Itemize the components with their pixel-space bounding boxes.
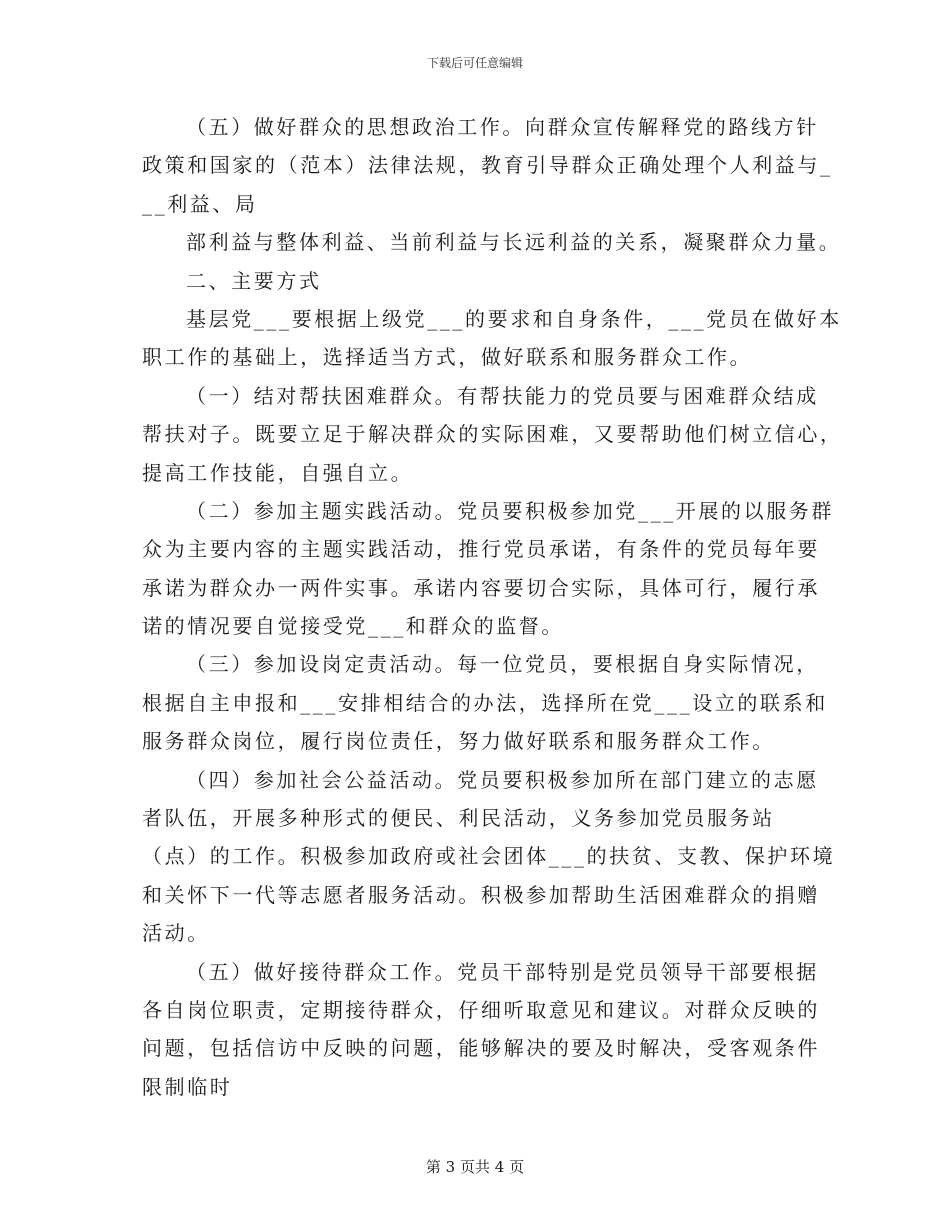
text-line: 基层党___要根据上级党___的要求和自身条件，___党员在做好本: [186, 306, 842, 331]
text-line: 二、主要方式: [186, 268, 322, 293]
text-line: 服务群众岗位，履行岗位责任，努力做好联系和服务群众工作。: [142, 729, 775, 754]
text-line: 限制临时: [142, 1074, 233, 1099]
text-line: 职工作的基础上，选择适当方式，做好联系和服务群众工作。: [142, 345, 753, 370]
text-line: （五）做好接待群众工作。党员干部特别是党员领导干部要根据: [186, 959, 819, 984]
text-line: 众为主要内容的主题实践活动，推行党员承诺，有条件的党员每年要: [142, 537, 820, 562]
text-line: __利益、局: [142, 191, 258, 216]
page-header-note: 下载后可任意编辑: [426, 56, 523, 70]
text-line: （五）做好群众的思想政治工作。向群众宣传解释党的路线方针: [186, 115, 819, 139]
document-body: [142, 108, 843, 1106]
text-line: 诺的情况要自觉接受党___和群众的监督。: [142, 614, 564, 639]
text-line: 帮扶对子。既要立足于解决群众的实际困难，又要帮助他们树立信心，: [142, 422, 843, 447]
text-line: （点）的工作。积极参加政府或社会团体___的扶贫、支教、保护环境: [142, 844, 836, 869]
text-line: 和关怀下一代等志愿者服务活动。积极参加帮助生活困难群众的捐赠: [142, 882, 820, 907]
text-line: 根据自主申报和___安排相结合的办法，选择所在党___设立的联系和: [142, 690, 828, 715]
text-line: 承诺为群众办一两件实事。承诺内容要切合实际，具体可行，履行承: [142, 575, 820, 600]
text-line: （四）参加社会公益活动。党员要积极参加所在部门建立的志愿: [186, 767, 819, 792]
text-line: （一）结对帮扶困难群众。有帮扶能力的党员要与困难群众结成: [186, 383, 819, 408]
text-line: 部利益与整体利益、当前利益与长远利益的关系，凝聚群众力量。: [186, 230, 842, 255]
text-line: 问题，包括信访中反映的问题，能够解决的要及时解决，受客观条件: [142, 1036, 820, 1061]
text-line: 政策和国家的（范本）法律法规，教育引导群众正确处理个人利益与_: [142, 153, 833, 178]
text-line: （三）参加设岗定责活动。每一位党员，要根据自身实际情况，: [186, 652, 819, 677]
page-number: 第 3 页共 4 页: [425, 1158, 525, 1176]
text-line: 提高工作技能，自强自立。: [142, 460, 414, 485]
text-line: 各自岗位职责，定期接待群众，仔细听取意见和建议。对群众反映的: [142, 997, 820, 1022]
text-line: 活动。: [142, 921, 210, 946]
text-line: （二）参加主题实践活动。党员要积极参加党___开展的以服务群: [186, 498, 834, 523]
text-line: 者队伍，开展多种形式的便民、利民活动，义务参加党员服务站: [142, 806, 775, 831]
